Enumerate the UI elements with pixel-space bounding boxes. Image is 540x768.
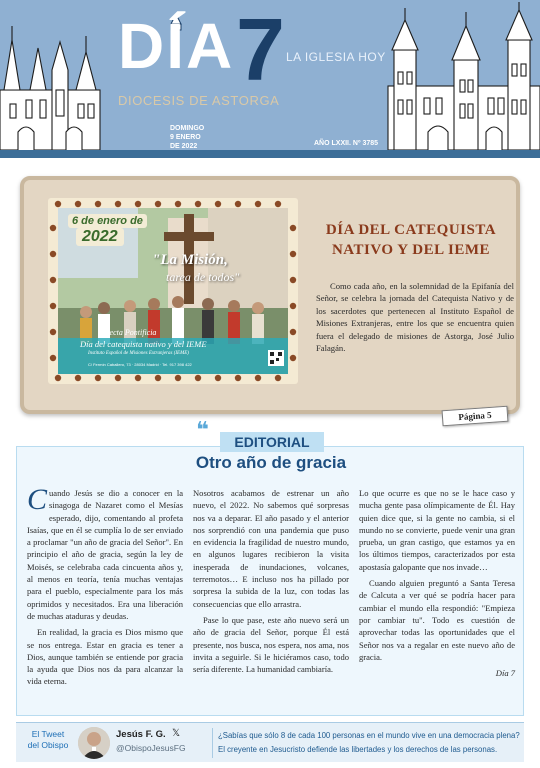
poster-collect-title: Día del catequista nativo y del IEME xyxy=(80,339,207,349)
editorial-box xyxy=(16,446,524,716)
masthead-stripe xyxy=(0,150,540,158)
masthead xyxy=(0,0,540,158)
editorial-label: EDITORIAL xyxy=(220,432,324,452)
poster-org: Instituto Español de Misiones Extranjeras (IEME) xyxy=(88,351,189,356)
editorial-column-1 xyxy=(27,483,183,692)
editorial-text: uando Jesús se dio a conocer en la sinagoga de Nazaret como el Mesías esperado, dijo, comentando al profeta Isaías, que en él se cumplía lo de ser enviado a proclamar "un año de gracia del Señor". En principio el año de gracia, según la ley de Moisés, se celebraba cada cincuenta años y, al menos en teoría, tenía muchas ventajas para el pueblo, especialmente para los más oprimidos y necesitados. Era una liberación de muchas ataduras y deudas. xyxy=(27,488,183,621)
poster-collect: Colecta Pontificia xyxy=(98,328,157,337)
editorial-paragraph: Cuando alguien preguntó a Santa Teresa de Calcuta a ver qué se podría hacer para cambiar el mundo ella respondió: "Empieza por cambiar tu". Todo es cuestión de aprovechar todas las oportunidades que el Señor nos va a regalar en este nuevo año de gracia. xyxy=(359,578,515,662)
drop-cap: C xyxy=(27,483,48,516)
feature-box xyxy=(20,176,520,423)
issue-number: AÑO LXXII. Nº 3785 xyxy=(314,140,379,147)
feature-title: DÍA DEL CATEQUISTA NATIVO Y DEL IEME xyxy=(325,222,497,258)
tweet-author-handle[interactable]: @ObispoJesusFG xyxy=(116,743,186,753)
logo-dia: DÍA xyxy=(118,10,235,82)
tweet-section-label xyxy=(22,729,74,751)
avatar[interactable] xyxy=(78,727,110,759)
issue-day: DOMINGO xyxy=(170,125,205,132)
poster-date: 6 de enero de xyxy=(68,214,147,228)
masthead-subtitle: LA IGLESIA HOY xyxy=(286,50,386,64)
issue-date xyxy=(170,124,204,151)
poster-photo xyxy=(58,208,288,374)
editorial-paragraph: Pase lo que pase, este año nuevo será un año de gracia del Señor, porque Él está presente, nos busca, nos espera, nos ama, nos invita a seguirle. Si le hiciéramos caso, todo sería diferente. La humanidad cambiaría. xyxy=(193,614,349,675)
editorial-paragraph: Lo que ocurre es que no se le hace caso y mucha gente pasa olímpicamente de Él. Hay quien dice que, si la gente no cambia, si el mundo no se convierte, puede venir una gran prueba, un gran castigo, que estamos ya en los últimos tiempos, caracterizados por esta apostasía galopante que nos invade… xyxy=(359,488,515,572)
feature-body xyxy=(316,280,514,354)
tweet-divider xyxy=(212,728,213,758)
editorial-column-3 xyxy=(359,487,515,683)
poster-motto-2: tarea de todos" xyxy=(166,270,240,284)
feature-body-text: Como cada año, en la solemnidad de la Epifanía del Señor, se celebra la jornada del Catequista Nativo y de los sacerdotes que pertenecen al Instituto Español de Misiones Extranjeras, entre los que se encuentra quien fuera el delegado de misiones de Astorga, José Julio Falagán. xyxy=(316,281,514,354)
campaign-poster[interactable] xyxy=(48,198,298,384)
editorial-paragraph: En realidad, la gracia es Dios mismo que se nos entrega. Estar en gracia es tener a Dios, aunque también se entiende por gracia la ayuda que Dios nos da para alcanzar la vida eterna. xyxy=(27,627,183,687)
editorial-paragraph: Nosotros acabamos de estrenar un año nuevo, el 2022. No sabemos qué sorpresas nos va a deparar. El año pasado y el anterior nos sorprendió con una pandemia que puso en evidencia la fragilidad de nuestro mundo, en algunos lugares recibieron la visita inesperada de inundaciones, volcanes, terremotos… E incluso nos ha pillado por sorpresa la subida de la luz, con todas las consecuencias que ello arrastra. xyxy=(193,488,349,609)
bishop-tweet-bar xyxy=(16,722,524,762)
editorial-column-2 xyxy=(193,487,349,679)
poster-motto: "La Misión, xyxy=(152,252,228,268)
tweet-text-line-1: ¿Sabías que sólo 8 de cada 100 personas en el mundo vive en una democracia plena? xyxy=(218,731,520,740)
tweet-author-name[interactable]: Jesús F. G. xyxy=(116,729,166,740)
poster-year: 2022 xyxy=(76,228,124,246)
masthead-diocese: DIOCESIS DE ASTORGA xyxy=(118,93,280,108)
editorial-signature: Día 7 xyxy=(495,668,515,679)
tweet-label-line-2: del Obispo xyxy=(27,740,69,750)
editorial-headline: Otro año de gracia xyxy=(195,453,347,472)
x-logo-icon: 𝕏 xyxy=(172,728,181,739)
logo-seven: 7 xyxy=(236,0,285,99)
bishop-portrait xyxy=(78,727,110,759)
issue-year: DE 2022 xyxy=(170,143,198,150)
tweet-label-line-1: El Tweet xyxy=(31,729,65,739)
tweet-text-line-2: El creyente en Jesucristo defiende las libertades y los derechos de las personas. xyxy=(218,745,498,754)
page-reference-tag[interactable]: Página 5 xyxy=(442,406,509,427)
quote-icon: ❝ xyxy=(196,418,209,443)
editorial-paragraph xyxy=(27,483,183,622)
poster-address: C/ Fermín Caballero, 73 · 28034 Madrid · Tel. 917 398 422 xyxy=(88,362,192,367)
issue-date-line: 9 ENERO xyxy=(170,134,201,141)
